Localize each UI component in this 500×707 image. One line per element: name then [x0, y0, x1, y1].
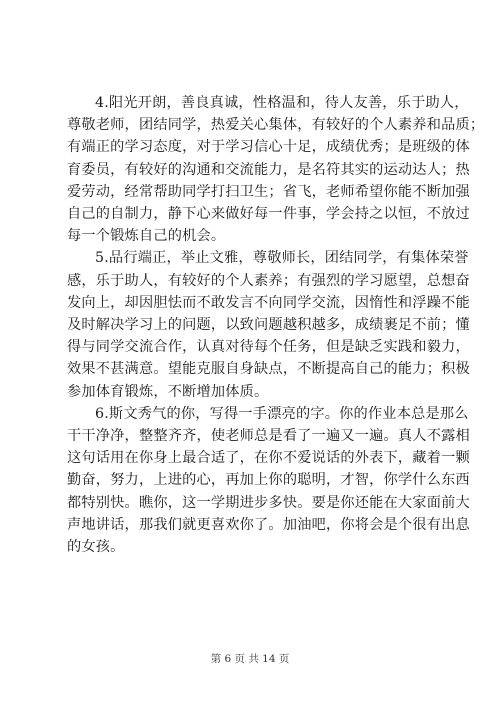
text-line: 这句话用在你身上最合适了，在你不爱说话的外表下，藏着一颗: [67, 450, 470, 467]
document-body: [67, 92, 485, 558]
text-line: 干干净净，整整齐齐，使老师总是看了一遍又一遍。真人不露相: [67, 428, 470, 445]
text-line: 5.品行端正，举止文雅，尊敬师长，团结同学，有集体荣誉: [95, 250, 469, 267]
text-line: 感，乐于助人，有较好的个人素养；有强烈的学习愿望，总想奋: [67, 272, 470, 289]
paragraph-6: [67, 403, 470, 558]
text-line: 参加体育锻炼，不断增加体质。: [67, 383, 269, 400]
page-footer: 第 6 页 共 14 页: [210, 653, 290, 665]
text-line: 6.斯文秀气的你，写得一手漂亮的字。你的作业本总是那么: [95, 405, 469, 422]
text-line: 每一个锻炼自己的机会。: [67, 228, 226, 245]
text-line: 勤奋，努力，上进的心，再加上你的聪明，才智，你学什么东西: [67, 472, 470, 489]
text-line: 育委员，有较好的沟通和交流能力，是名符其实的运动达人；热: [67, 161, 470, 178]
text-line: 有端正的学习态度，对于学习信心十足，成绩优秀；是班级的体: [67, 139, 470, 156]
text-line: 效果不甚满意。望能克服自身缺点，不断提高自己的能力；积极: [67, 361, 470, 378]
text-line: 发向上，却因胆怯而不敢发言不向同学交流，因惰性和浮躁不能: [67, 294, 470, 311]
text-line: 都特别快。瞧你，这一学期进步多快。要是你还能在大家面前大: [67, 494, 470, 511]
text-line: 爱劳动，经常帮助同学打扫卫生；省飞，老师希望你能不断加强: [67, 183, 470, 200]
text-line: 声地讲话，那我们就更喜欢你了。加油吧，你将会是个很有出息: [67, 516, 470, 533]
text-line: 得与同学交流合作，认真对待每个任务，但是缺乏实践和毅力，: [67, 339, 470, 356]
text-line: 尊敬老师，团结同学，热爱关心集体，有较好的个人素养和品质；: [67, 117, 485, 134]
text-line: 的女孩。: [67, 539, 125, 556]
text-line: 自己的自制力，静下心来做好每一件事，学会持之以恒，不放过: [67, 206, 470, 223]
paragraph-5: [67, 247, 470, 402]
text-line: 4.阳光开朗，善良真诚，性格温和，待人友善，乐于助人，: [95, 95, 469, 111]
paragraph-4: [67, 92, 485, 247]
text-line: 及时解决学习上的问题，以致问题越积越多，成绩裹足不前；懂: [67, 317, 470, 334]
